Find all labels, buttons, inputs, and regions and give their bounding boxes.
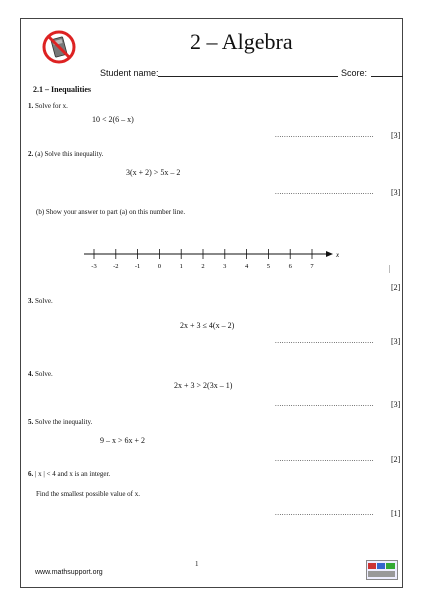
number-line-tick-label: -1: [134, 263, 141, 270]
footer-url[interactable]: www.mathsupport.org: [35, 569, 103, 576]
page-title: 2 – Algebra: [190, 29, 293, 54]
question-text: | x | < 4 and x is an integer.: [35, 470, 111, 478]
mark: [3]: [391, 400, 401, 409]
page-number: 1: [195, 560, 199, 568]
number-line-tick-label: 3: [223, 263, 227, 270]
margin-mark: [389, 265, 390, 273]
expression: 10 < 2(6 – x): [92, 115, 134, 124]
number-line-tick-label: 0: [157, 263, 162, 270]
mark: [3]: [391, 337, 401, 346]
question-text: Solve.: [35, 370, 53, 378]
answer-line[interactable]: ............................................: [275, 337, 374, 345]
answer-line[interactable]: ............................................: [275, 400, 374, 408]
expression: 2x + 3 ≤ 4(x – 2): [180, 321, 235, 330]
question-6-text-2: Find the smallest possible value of x.: [36, 490, 141, 498]
question-5: [28, 418, 92, 426]
number-line-tick-label: 4: [244, 263, 249, 270]
question-text: Solve for x.: [35, 102, 68, 110]
answer-line[interactable]: ............................................: [275, 188, 374, 196]
expression: 3(x + 2) > 5x – 2: [126, 168, 181, 177]
mark: [3]: [391, 188, 401, 197]
expression: 9 – x > 6x + 2: [100, 436, 146, 445]
number-line[interactable]: [78, 244, 343, 272]
question-number: 2.: [28, 150, 34, 158]
question-2b-text: (b) Show your answer to part (a) on this number line.: [36, 208, 186, 216]
number-line-tick-label: 7: [310, 263, 314, 270]
question-6: [28, 470, 110, 478]
mathsupport-logo-icon: [366, 560, 398, 580]
mark: [3]: [391, 131, 401, 140]
question-text: (a) Solve this inequality.: [35, 150, 104, 158]
question-number: 5.: [28, 418, 34, 426]
number-line-tick-label: 6: [288, 263, 292, 270]
question-text: Solve the inequality.: [35, 418, 93, 426]
question-number: 4.: [28, 370, 34, 378]
arrow-head-icon: [326, 251, 333, 257]
question-1: [28, 102, 68, 110]
question-number: 1.: [28, 102, 34, 110]
mark: [2]: [391, 455, 401, 464]
question-text: Solve.: [35, 297, 53, 305]
number-line-axis-label: x: [336, 251, 340, 259]
answer-line[interactable]: ............................................: [275, 509, 374, 517]
question-2: [28, 150, 103, 158]
question-4: [28, 370, 53, 378]
number-line-tick-label: -3: [91, 263, 97, 270]
student-name-label: Student name:: [100, 68, 159, 78]
answer-line[interactable]: ............................................: [275, 131, 374, 139]
question-3: [28, 297, 53, 305]
no-calculator-icon: [42, 30, 76, 64]
question-number: 3.: [28, 297, 34, 305]
number-line-tick-label: 5: [266, 263, 271, 270]
score-label: Score:: [341, 68, 368, 78]
expression: 2x + 3 > 2(3x – 1): [174, 381, 233, 390]
student-name-field[interactable]: [158, 76, 338, 77]
number-line-tick-label: 2: [201, 263, 205, 270]
worksheet-page: [20, 18, 403, 588]
mark: [1]: [391, 509, 401, 518]
mark: [2]: [391, 283, 401, 292]
section-heading: 2.1 – Inequalities: [33, 85, 92, 94]
answer-line[interactable]: ............................................: [275, 455, 374, 463]
score-field[interactable]: [371, 76, 403, 77]
number-line-tick-label: -2: [113, 263, 119, 270]
question-number: 6.: [28, 470, 34, 478]
number-line-tick-label: 1: [179, 263, 183, 270]
